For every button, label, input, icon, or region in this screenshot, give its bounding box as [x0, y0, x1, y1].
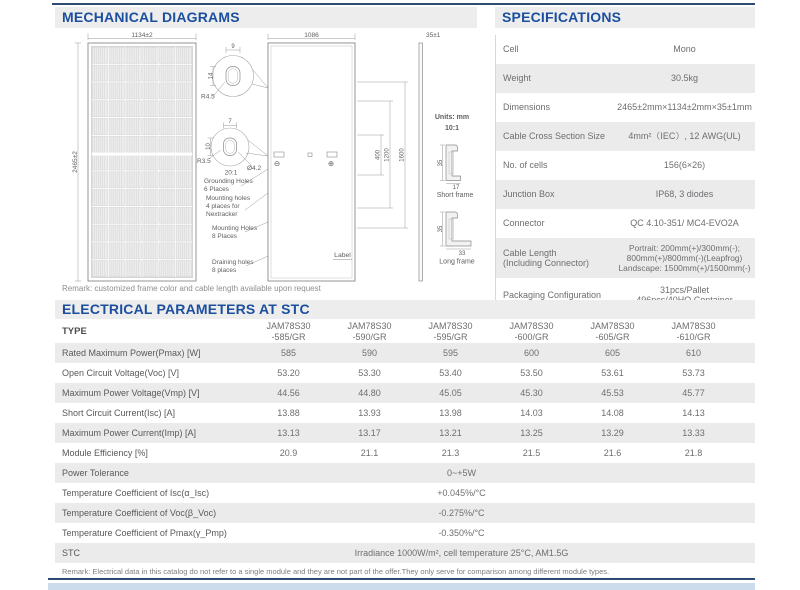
- long-frame-caption: Long frame: [439, 258, 475, 266]
- param-value: 53.61: [601, 368, 624, 378]
- spec-row-connector: [496, 209, 755, 238]
- spec-value: QC 4.10-351/ MC4-EVO2A: [630, 218, 739, 229]
- param-value: 21.8: [684, 448, 703, 458]
- param-span-value: Irradiance 1000W/m², cell temperature 25°C, AM1.5G: [354, 548, 569, 558]
- footer-band: [48, 583, 755, 590]
- param-label: Rated Maximum Power(Pmax) [W]: [62, 348, 201, 358]
- mounting8-callout-line1: Mounting Holes: [212, 225, 258, 232]
- short-frame-drawing: [437, 145, 474, 199]
- model-column-header: JAM78S30 -600/GR: [509, 321, 554, 342]
- spec-label: Weight: [503, 73, 531, 84]
- specifications-section-title: [495, 7, 755, 28]
- thickness-dim: 35±1: [426, 31, 441, 39]
- param-label: Temperature Coefficient of Pmax(γ_Pmp): [62, 528, 227, 538]
- spec-row-cable-length: [496, 238, 755, 278]
- param-value: 13.21: [439, 428, 462, 438]
- spec-row-cable-cross-section: [496, 122, 755, 151]
- param-span-value: -0.275%/°C: [438, 508, 485, 518]
- spec-value-line1: Portrait: 200mm(+)/300mm(-);: [629, 243, 740, 253]
- short-frame-caption: Short frame: [436, 192, 474, 199]
- param-value: 13.17: [358, 428, 381, 438]
- units-note-line1: Units: mm: [434, 114, 470, 121]
- elec-row-imp: [55, 423, 755, 443]
- spec-value: 30.5kg: [670, 73, 699, 84]
- back-dim-1200: 1200: [384, 148, 391, 162]
- spec-value: 156(6×26): [663, 160, 706, 171]
- param-value: 14.03: [520, 408, 543, 418]
- param-value: 44.56: [277, 388, 300, 398]
- elec-row-power-tolerance: [55, 463, 755, 483]
- spec-label-line1: Cable Length: [503, 247, 557, 258]
- spec-value: [614, 243, 755, 273]
- elec-row-temp-coeff-pmax: [55, 523, 755, 543]
- param-value: 45.53: [601, 388, 624, 398]
- param-value: 595: [442, 348, 459, 358]
- detail-bottom-diameter-dim: Ø4.2: [247, 165, 262, 172]
- param-value: 53.40: [439, 368, 462, 378]
- detail-top-height-dim: 14: [208, 72, 215, 80]
- callout-labels: [204, 169, 268, 274]
- param-value: 45.30: [520, 388, 543, 398]
- units-note-line2: 10:1: [444, 125, 460, 132]
- detail-mounting-hole: [197, 119, 268, 176]
- param-value: 14.08: [601, 408, 624, 418]
- mechanical-section-title: [55, 7, 477, 28]
- long-frame-height-dim: 35: [438, 225, 444, 233]
- spec-row-dimensions: [496, 93, 755, 122]
- draining-callout-line2: 8 places: [212, 267, 237, 274]
- mechanical-title-text: MECHANICAL DIAGRAMS: [62, 9, 240, 25]
- specifications-table: [495, 35, 755, 312]
- detail-grounding-hole: [201, 44, 268, 101]
- param-label: Open Circuit Voltage(Voc) [V]: [62, 368, 180, 378]
- param-span-value: -0.350%/°C: [438, 528, 485, 538]
- draining-callout-line1: Draining holes: [212, 259, 254, 266]
- param-label: Temperature Coefficient of Voc(β_Voc): [62, 508, 217, 518]
- param-value: 53.20: [277, 368, 300, 378]
- elec-row-temp-coeff-voc: [55, 503, 755, 523]
- param-label: Temperature Coefficient of Isc(α_Isc): [62, 488, 210, 498]
- detail-bottom-radius-dim: R3.5: [197, 158, 211, 165]
- back-width-dim: 1086: [304, 31, 319, 39]
- param-label: Module Efficiency [%]: [62, 448, 148, 458]
- spec-label: Dimensions: [503, 102, 551, 113]
- detail-bottom-height-dim: 10: [206, 143, 212, 150]
- spec-label: Cell: [503, 44, 519, 55]
- elec-row-temp-coeff-isc: [55, 483, 755, 503]
- param-value: 13.33: [682, 428, 705, 438]
- back-dim-400: 400: [375, 149, 382, 161]
- param-label: Short Circuit Current(Isc) [A]: [62, 408, 176, 418]
- spec-row-junction-box: [496, 180, 755, 209]
- spec-value-line3: Landscape: 1500mm(+)/1500mm(-): [618, 263, 751, 273]
- spec-row-cell: [496, 35, 755, 64]
- param-value: 605: [604, 348, 621, 358]
- param-span-value: 0~+5W: [446, 468, 477, 478]
- param-value: 21.6: [603, 448, 622, 458]
- param-value: 13.93: [358, 408, 381, 418]
- spec-label: Packaging Configuration: [503, 289, 602, 300]
- detail-top-radius-dim: R4.5: [201, 93, 215, 101]
- back-dim-1600: 1600: [399, 148, 406, 162]
- param-value: 21.5: [522, 448, 541, 458]
- spec-row-weight: [496, 64, 755, 93]
- param-span-value: +0.045%/°C: [437, 488, 486, 498]
- param-value: 53.30: [358, 368, 381, 378]
- electrical-section-title: [55, 300, 755, 319]
- spec-value: Mono: [673, 44, 696, 55]
- type-header: TYPE: [62, 326, 87, 337]
- param-label: Maximum Power Voltage(Vmp) [V]: [62, 388, 200, 398]
- spec-label: Junction Box: [503, 189, 555, 200]
- back-view-drawing: [268, 32, 408, 281]
- bottom-rule: [48, 578, 755, 580]
- model-column-header: JAM78S30 -585/GR: [266, 321, 311, 342]
- param-value: 13.98: [439, 408, 462, 418]
- param-value: 14.13: [682, 408, 705, 418]
- param-label: Power Tolerance: [62, 468, 129, 478]
- electrical-table: [55, 320, 755, 563]
- param-value: 45.77: [682, 388, 705, 398]
- spec-label: [496, 248, 614, 269]
- param-value: 600: [523, 348, 540, 358]
- spec-label: Cable Cross Section Size: [503, 131, 606, 142]
- model-column-header: JAM78S30 -605/GR: [590, 321, 635, 342]
- short-frame-width-dim: 17: [452, 185, 460, 191]
- spec-value: 2465±2mm×1134±2mm×35±1mm: [617, 102, 752, 113]
- side-profile-drawing: [419, 32, 441, 281]
- param-value: 45.05: [439, 388, 462, 398]
- param-value: 590: [361, 348, 378, 358]
- param-value: 53.50: [520, 368, 543, 378]
- param-value: 53.73: [682, 368, 705, 378]
- mounting4-callout-line1: Mounting holes: [206, 195, 251, 202]
- param-label: STC: [62, 548, 80, 558]
- param-label: Maximum Power Current(Imp) [A]: [62, 428, 197, 438]
- elec-row-vmp: [55, 383, 755, 403]
- front-width-dim: 1134±2: [131, 31, 153, 39]
- detail-scale-label: 20:1: [224, 169, 238, 177]
- specifications-title-text: SPECIFICATIONS: [502, 9, 622, 25]
- param-value: 21.3: [441, 448, 460, 458]
- mounting4-callout-line2: 4 places for: [206, 203, 240, 210]
- spec-label-line2: (Including Connector): [503, 258, 590, 268]
- param-value: 20.9: [279, 448, 298, 458]
- param-value: 13.88: [277, 408, 300, 418]
- mechanical-remark: Remark: customized frame color and cable length available upon request: [62, 284, 321, 293]
- mechanical-diagram: [55, 30, 477, 283]
- elec-row-efficiency: [55, 443, 755, 463]
- grounding-callout-line1: Grounding Holes: [204, 178, 253, 185]
- mounting8-callout-line2: 8 Places: [212, 233, 237, 240]
- param-value: 13.25: [520, 428, 543, 438]
- spec-value-line1: 31pcs/Pallet: [659, 284, 710, 295]
- front-view-drawing: [72, 32, 196, 281]
- long-frame-drawing: [438, 212, 475, 266]
- detail-top-width-dim: 9: [231, 44, 235, 50]
- elec-row-isc: [55, 403, 755, 423]
- spec-value: 4mm²（IEC）, 12 AWG(UL): [628, 131, 741, 142]
- param-value: 44.80: [358, 388, 381, 398]
- elec-row-voc: [55, 363, 755, 383]
- back-label-text: Label: [334, 252, 351, 259]
- param-value: 13.29: [601, 428, 624, 438]
- spec-row-no-of-cells: [496, 151, 755, 180]
- plus-terminal-icon: ⊕: [327, 159, 335, 168]
- param-value: 13.13: [277, 428, 300, 438]
- short-frame-height-dim: 35: [438, 159, 444, 167]
- model-column-header: JAM78S30 -610/GR: [671, 321, 716, 342]
- spec-label: Connector: [503, 218, 545, 229]
- elec-row-stc: [55, 543, 755, 563]
- electrical-title-text: ELECTRICAL PARAMETERS AT STC: [62, 301, 310, 317]
- spec-value: IP68, 3 diodes: [655, 189, 714, 200]
- param-value: 610: [685, 348, 702, 358]
- top-rule: [52, 3, 755, 5]
- electrical-remark: Remark: Electrical data in this catalog do not refer to a single module and they are not part of the offer.They only serve for comparison among different module types.: [62, 567, 610, 576]
- spec-value-line2: 800mm(+)/800mm(-)(Leapfrog): [626, 253, 743, 263]
- long-frame-width-dim: 33: [458, 251, 466, 257]
- mounting4-callout-line3: Nextracker: [206, 211, 238, 218]
- param-value: 21.1: [360, 448, 379, 458]
- elec-row-pmax: [55, 343, 755, 363]
- param-value: 585: [280, 348, 297, 358]
- grounding-callout-line2: 6 Places: [204, 186, 229, 193]
- elec-header-row: [55, 320, 755, 343]
- model-column-header: JAM78S30 -590/GR: [347, 321, 392, 342]
- minus-terminal-icon: ⊖: [273, 159, 281, 168]
- spec-label: No. of cells: [503, 160, 548, 171]
- detail-bottom-width-dim: 7: [228, 119, 232, 126]
- model-column-header: JAM78S30 -595/GR: [428, 321, 473, 342]
- front-height-dim: 2465±2: [72, 151, 79, 173]
